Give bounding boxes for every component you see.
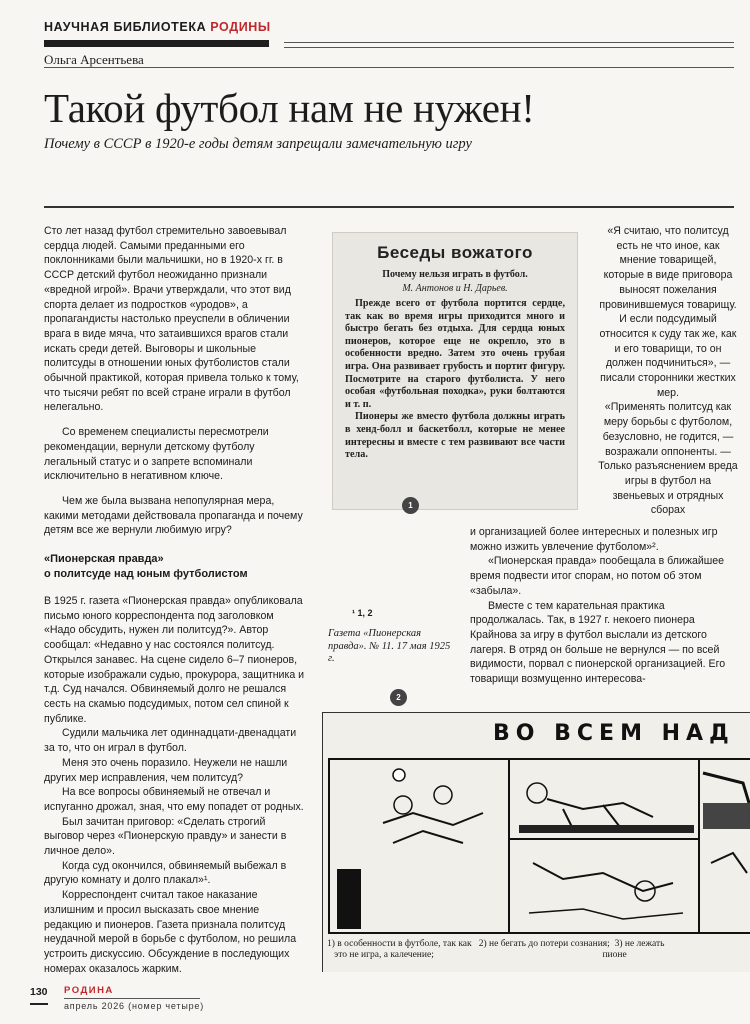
body-paragraph: и организацией более интересных и полезных игр можно изжить увлечение футболом»².: [470, 526, 718, 553]
cartoon-title: ВО ВСЕМ НАД: [493, 721, 735, 746]
body-paragraph: Был зачитан приговор: «Сделать строгий выговор через «Пионерскую правду» и занести в личное дело».: [44, 815, 287, 858]
footer-bar: [30, 1003, 48, 1005]
intro-paragraph: Чем же была вызвана непопулярная мера, какими методами действовала пропаганда и почему детям все же вернули любимую игру?: [44, 494, 303, 537]
clipping-paragraph: Прежде всего от футбола портится сердце, так как во время игры приходится много и быстро бегать без отдыха. Для сердца юных пионеров, которое еще не окрепло, это в особенности вредно. Затем это очень грубая игра. Она развивает грубость и портит фигуру. Посмотрите на старого футболиста. У него особая «футбольная походка», руки болтаются и т. п.: [345, 298, 565, 410]
issue-info: апрель 2026 (номер четыре): [64, 1001, 205, 1011]
author-name: Ольга Арсентьева: [44, 52, 144, 67]
body-paragraph: На все вопросы обвиняемый не отвечал и испуганно дрожал, зная, что ему попадет от родных.: [44, 786, 304, 813]
section-heading-line: «Пионерская правда»: [44, 553, 164, 566]
body-paragraph: В 1925 г. газета «Пионерская правда» опубликовала письмо юного корреспондента под заголовком «Надо обсудить, нужен ли политсуд?». Автор сообщал: «Недавно у нас состоялся политсуд. Открылся занавес. На сцене сидело 6–7 пионеров, которые изображали судью, прокурора, защитника и т.д. Суд начался. Обвиняемый долго не решался сесть на скамью подсудимых, потом сел спиной к публике.: [44, 595, 305, 725]
article-title: Такой футбол нам не нужен!: [44, 85, 535, 131]
section-heading: [44, 552, 306, 582]
body-paragraph: «Пионерская правда» пообещала в ближайшее время подвести итог спорам, но потом об этом «забыла».: [470, 555, 725, 597]
clipping-title: Беседы вожатого: [377, 243, 533, 262]
body-paragraph: Вместе с тем карательная практика продолжалась. Так, в 1927 г. некоего пионера Крайнова за игру в футбол выслали из детского лагеря. В отряд он больше не вернулся — по всей видимости, порвал с пионерской организацией. Его товарищи возмущенно интересова-: [470, 599, 726, 686]
title-divider: [44, 206, 734, 208]
cartoon-caption: 1) в особенности в футболе, так как 2) не бегать до потери сознания; 3) не лежать это не игра, а калечение; пионе: [327, 939, 665, 960]
intro-paragraph: Со временем специалисты пересмотрели рекомендации, вернули детскому футболу легальный статус и о запрете вспоминали исключительно в негативном ключе.: [44, 426, 269, 483]
cartoon-drawing: [323, 713, 750, 939]
footer-rule: [64, 998, 200, 999]
section-label-accent: РОДИНЫ: [210, 20, 271, 34]
body-paragraph: Корреспондент считал такое наказание излишним и просил высказать свое мнение редакцию и пионеров. Газета признала политсуд неудачной мерой в борьбе с футболом, но решила устроить дискуссию. Обсуждение в последующих номерах оказалось жарким.: [44, 889, 297, 975]
continuation-column: [470, 525, 738, 687]
magazine-name: РОДИНА: [64, 985, 114, 996]
header-bar: [44, 40, 269, 47]
section-label: [44, 20, 271, 34]
clipping-paragraph: Пионеры же вместо футбола должны играть в хенд-болл и баскетболл, которые не менее интересны и вместе с тем развивают все части тела.: [345, 411, 565, 461]
figure-number-badge: 1: [402, 497, 419, 514]
clipping-authors: М. Антонов и Н. Дарьев.: [402, 283, 508, 294]
figure-caption: Газета «Пионерская правда». № 11. 17 мая 1925 г.: [328, 628, 451, 664]
body-paragraph: Когда суд окончился, обвиняемый выбежал в другую комнату и долго плакал»¹.: [44, 859, 287, 887]
header-rule-bottom: [284, 47, 734, 48]
header-rule-top: [284, 42, 734, 43]
section-label-main: НАУЧНАЯ БИБЛИОТЕКА: [44, 20, 211, 34]
section-heading-line: о политсуде над юным футболистом: [44, 568, 248, 581]
left-column: [44, 224, 306, 976]
intro-paragraph: Сто лет назад футбол стремительно завоевывал сердца людей. Самыми преданными его поклонниками были мальчишки, но в 1920-х гг. в СССР детский футбол неожиданно признали «вредной игрой». Врачи утверждали, что этот вид спорта делает из подростков «уродов», а пропагандисты настолько преуспели в обличении врага в виде мяча, что затаившихся врагов стали искать среди детей. Выговоры и школьные политсуды в отношении юных футболистов стали обычной практикой, которая привела только к тому, что тысячи ребят по всей стране играли в футбол нелегально.: [44, 225, 299, 414]
author-rule: [44, 67, 734, 68]
right-column: [598, 224, 738, 518]
article-subtitle: Почему в СССР в 1920-е годы детям запрещали замечательную игру: [44, 136, 472, 152]
clipping-subtitle: Почему нельзя играть в футбол.: [382, 269, 528, 280]
cartoon-illustration: [322, 712, 750, 972]
footnote-refs: ¹ 1, 2: [352, 608, 373, 618]
clipping-body: [345, 298, 565, 462]
quote-paragraph: «Применять политсуд как меру борьбы с футболом, безусловно, не годится, — возражали оппоненты. — Только разъяснением вреда игры в футбол на звеньевых и отрядных сборах: [598, 401, 738, 517]
body-paragraph: Меня это очень поразило. Неужели не нашли других мер исправления, чем политсуд?: [44, 756, 288, 784]
quote-paragraph: «Я считаю, что политсуд есть не что иное, как мнение товарищей, которые в виде приговора выносят пожелания провинившемуся товарищу. И если подсудимый относится к суду так же, как и его товарищи, то он должен подчиниться», — писали сторонники жестких мер.: [599, 225, 737, 399]
page-number: 130: [30, 986, 48, 998]
body-paragraph: Судили мальчика лет одиннадцати-двенадцати за то, что он играл в футбол.: [44, 727, 297, 755]
newspaper-clipping: [332, 232, 578, 510]
figure-number-badge: 2: [390, 689, 407, 706]
